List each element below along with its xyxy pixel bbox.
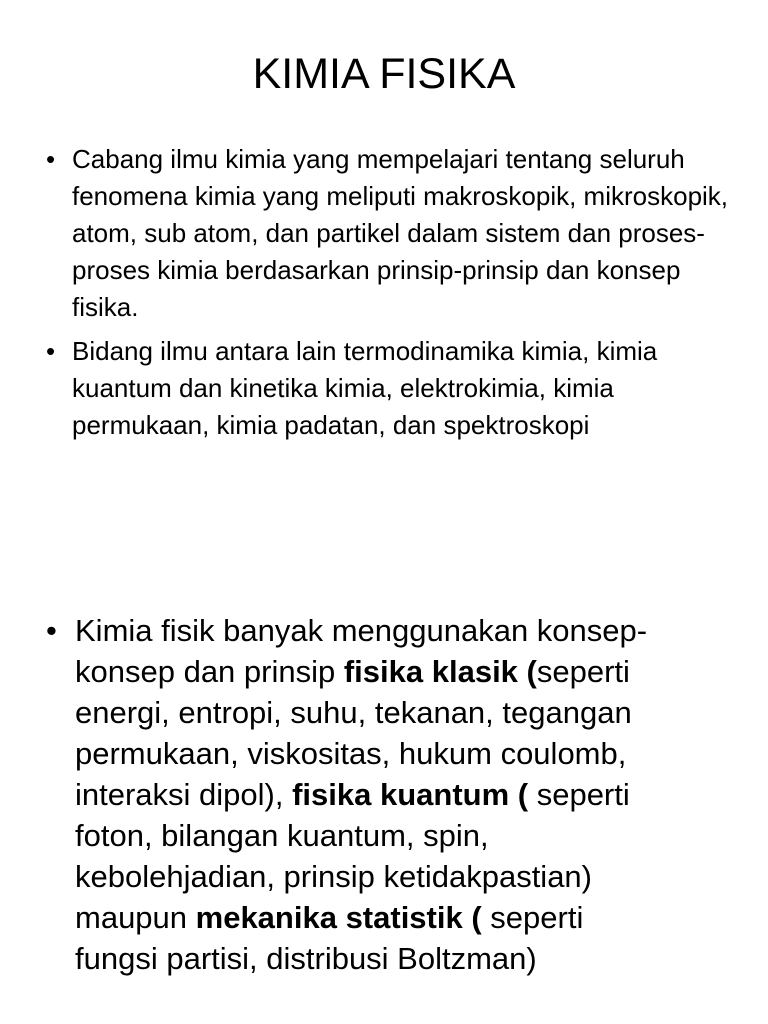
- text-run: kebolehjadian, prinsip ketidakpastian): [75, 859, 592, 894]
- text-run: Kimia fisik banyak menggunakan konsep-: [75, 613, 648, 648]
- text-line: [75, 815, 735, 856]
- text-run: maupun: [75, 900, 196, 935]
- text-run: konsep dan prinsip: [75, 654, 344, 689]
- bullet-dot-icon: •: [46, 336, 56, 366]
- bullet-text: Cabang ilmu kimia yang mempelajari tentang seluruh fenomena kimia yang meliputi makroskopik, mikroskopik, atom, sub atom, dan partikel dalam sistem dan proses-proses kimia berdasarkan prinsip-prinsip dan konsep fisika.: [72, 144, 729, 322]
- text-run: energi, entropi, suhu, tekanan, tegangan: [75, 695, 632, 730]
- bullet-list-definition: [0, 141, 768, 444]
- bullet-item: [0, 141, 768, 326]
- text-line: [75, 610, 735, 651]
- text-line: [75, 774, 735, 815]
- text-run: seperti: [536, 654, 630, 689]
- text-line: [75, 856, 735, 897]
- bullet-text: Bidang ilmu antara lain termodinamika kimia, kimia kuantum dan kinetika kimia, elektrokimia, kimia permukaan, kimia padatan, dan spektroskopi: [72, 336, 658, 440]
- text-run: fungsi partisi, distribusi Boltzman): [75, 941, 537, 976]
- bullet-item: [0, 610, 768, 979]
- text-line: [75, 692, 735, 733]
- bold-term-fisika-klasik: fisika klasik (: [343, 654, 537, 689]
- text-line: [75, 938, 735, 979]
- slide-title: KIMIA FISIKA: [252, 50, 516, 98]
- text-run: permukaan, viskositas, hukum coulomb,: [75, 736, 627, 771]
- text-line: [75, 897, 735, 938]
- bullet-item: [0, 333, 768, 444]
- text-run: interaksi dipol),: [75, 777, 293, 812]
- text-run: seperti: [481, 900, 584, 935]
- bold-term-mekanika-statistik: mekanika statistik (: [195, 900, 482, 935]
- text-line: [75, 651, 735, 692]
- bold-term-fisika-kuantum: fisika kuantum (: [292, 777, 529, 812]
- bullet-dot-icon: •: [46, 613, 57, 648]
- text-line: [75, 733, 735, 774]
- bullet-dot-icon: •: [46, 144, 56, 174]
- text-run: foton, bilangan kuantum, spin,: [75, 818, 489, 853]
- text-run: seperti: [528, 777, 630, 812]
- bullet-list-concepts: [0, 610, 768, 979]
- bullet-text: [75, 610, 735, 979]
